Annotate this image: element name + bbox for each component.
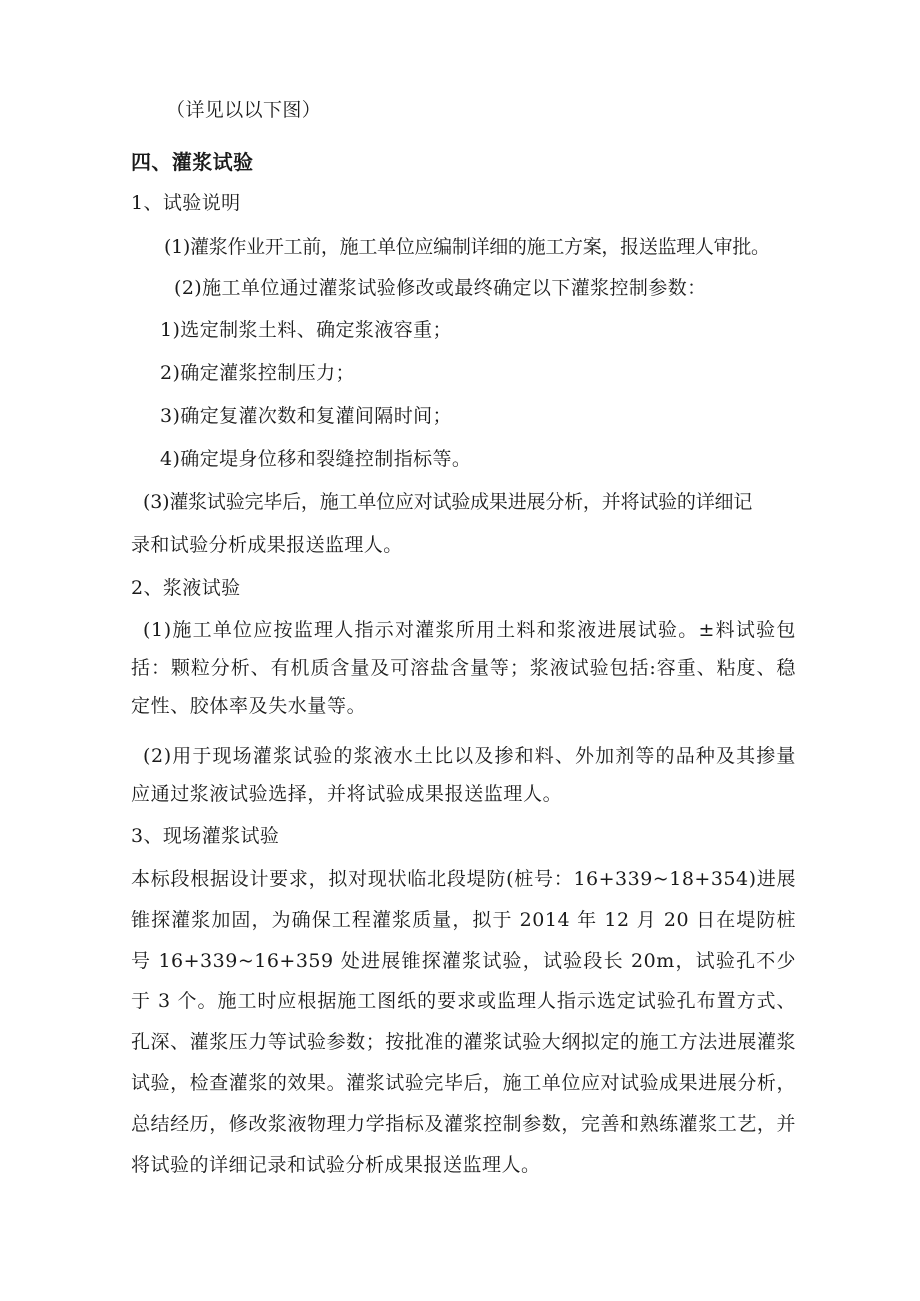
subsection-3-heading: 3、现场灌浆试验 (131, 825, 280, 847)
list-item-1: 1)选定制浆土料、确定浆液容重； (160, 319, 452, 341)
paragraph-2-2: (2)用于现场灌浆试验的浆液水土比以及掺和料、外加剂等的品种及其掺量应通过浆液试验选择，并将试验成果报送监理人。 (131, 745, 796, 805)
see-figure-note: （详见以以下图） (166, 99, 322, 121)
paragraph-1-3-line-1: (3)灌浆试验完毕后，施工单位应对试验成果进展分析，并将试验的详细记 (143, 491, 753, 513)
paragraph-3-1: 本标段根据设计要求，拟对现状临北段堤防(桩号：16+339~18+354)进展锥探灌浆加固，为确保工程灌浆质量，拟于 2014 年 12 月 20 日在堤防桩号 16+339~16+359 处进展锥探灌浆试验，试验段长 20m，试验孔不少于 3 个。施工时应根据施工图纸的要求或监理人指示选定试验孔布置方式、孔深、灌浆压力等试验参数；按批准的灌浆试验大纲拟定的施工方法进展灌浆试验，检查灌浆的效果。灌浆试验完毕后，施工单位应对试验成果进展分析，总结经历，修改浆液物理力学指标及灌浆控制参数，完善和熟练灌浆工艺，并将试验的详细记录和试验分析成果报送监理人。 (131, 868, 796, 1176)
paragraph-1-3-line-2: 录和试验分析成果报送监理人。 (131, 534, 403, 556)
list-item-2: 2)确定灌浆控制压力； (160, 362, 355, 384)
subsection-1-heading: 1、试验说明 (131, 192, 241, 214)
paragraph-1-1: (1)灌浆作业开工前，施工单位应编制详细的施工方案，报送监理人审批。 (164, 236, 770, 258)
section-four-heading: 四、灌浆试验 (131, 150, 254, 174)
paragraph-1-2: (2)施工单位通过灌浆试验修改或最终确定以下灌浆控制参数： (174, 277, 707, 299)
paragraph-2-1: (1)施工单位应按监理人指示对灌浆所用土料和浆液进展试验。±料试验包括：颗粒分析、有机质含量及可溶盐含量等；浆液试验包括:容重、粘度、稳定性、胶体率及失水量等。 (131, 619, 796, 717)
subsection-2-heading: 2、浆液试验 (131, 577, 241, 599)
list-item-4: 4)确定堤身位移和裂缝控制指标等。 (160, 448, 472, 470)
list-item-3: 3)确定复灌次数和复灌间隔时间； (160, 405, 452, 427)
